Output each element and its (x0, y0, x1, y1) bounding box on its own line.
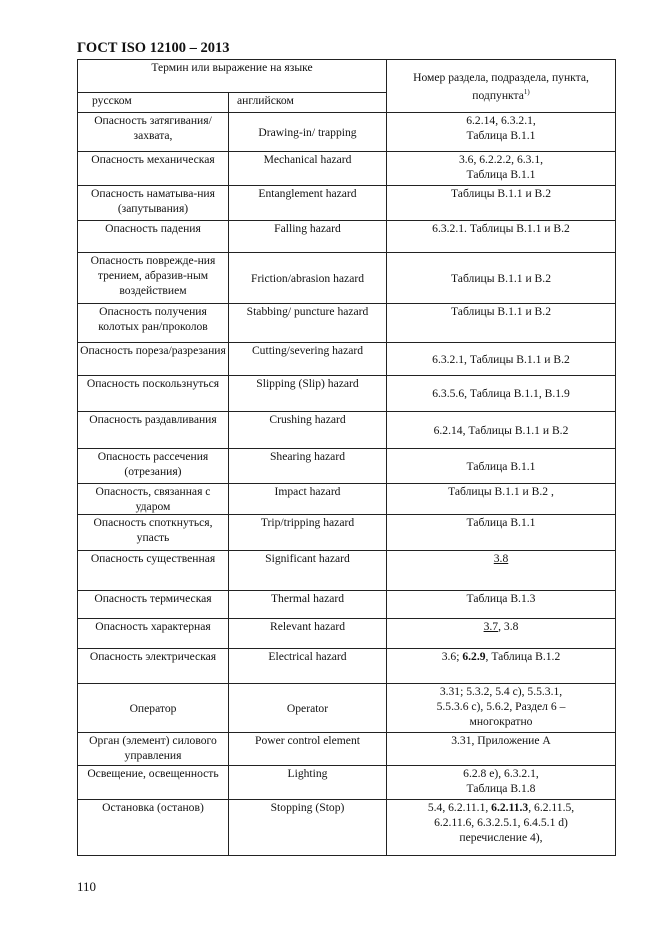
term-ref: Таблицы В.1.1 и В.2 (387, 253, 616, 304)
term-ref (387, 649, 616, 684)
ref-text: , 6.2.11.5, 6.2.11.6, 6.3.2.5.1, 6.4.5.1 d) перечисление 4), (434, 801, 575, 844)
term-ref: 6.2.8 e), 6.3.2.1, Таблица В.1.8 (387, 766, 616, 800)
english-header: английском (229, 93, 387, 113)
term-ru: Опасность поскользнуться (78, 376, 229, 412)
term-ref: Таблицы В.1.1 и В.2 (387, 304, 616, 343)
table-row (78, 449, 616, 484)
table-row (78, 800, 616, 856)
term-en: Stabbing/ puncture hazard (229, 304, 387, 343)
terms-table (77, 59, 616, 856)
table-row (78, 186, 616, 221)
table-row (78, 113, 616, 152)
ref-text: 5.4, 6.2.11.1, (427, 801, 492, 814)
term-ru: Опасность электрическая (78, 649, 229, 684)
term-ref: Таблица В.1.1 (387, 515, 616, 551)
term-ref: 6.3.5.6, Таблица В.1.1, В.1.9 (387, 376, 616, 412)
table-row (78, 343, 616, 376)
term-ru: Опасность характерная (78, 619, 229, 649)
term-ref (387, 619, 616, 649)
term-ru: Опасность существенная (78, 551, 229, 591)
term-en: Impact hazard (229, 484, 387, 515)
standard-title: ГОСТ ISO 12100 – 2013 (77, 40, 230, 56)
terms-header: Термин или выражение на языке (78, 60, 387, 93)
term-en: Significant hazard (229, 551, 387, 591)
term-ref: Таблицы В.1.1 и В.2 (387, 186, 616, 221)
term-en: Electrical hazard (229, 649, 387, 684)
table-row (78, 515, 616, 551)
term-en: Falling hazard (229, 221, 387, 253)
term-ru: Освещение, освещенность (78, 766, 229, 800)
term-ru: Опасность пореза/разрезания (78, 343, 229, 376)
term-ru: Опасность споткнуться, упасть (78, 515, 229, 551)
term-ru: Опасность получения колотых ран/проколов (78, 304, 229, 343)
table-row (78, 484, 616, 515)
term-en: Trip/tripping hazard (229, 515, 387, 551)
table-row (78, 551, 616, 591)
table-row (78, 412, 616, 449)
term-ru: Опасность наматыва-ния (запутывания) (78, 186, 229, 221)
term-ref: 6.2.14, Таблицы В.1.1 и В.2 (387, 412, 616, 449)
term-ru: Опасность поврежде-ния трением, абразив-ным воздействием (78, 253, 229, 304)
ref-text: , Таблица В.1.2 (485, 650, 561, 663)
table-row (78, 253, 616, 304)
table-row (78, 733, 616, 766)
term-en: Operator (229, 684, 387, 733)
term-en: Shearing hazard (229, 449, 387, 484)
term-en: Crushing hazard (229, 412, 387, 449)
term-ref: 6.3.2.1. Таблицы В.1.1 и В.2 (387, 221, 616, 253)
term-en: Mechanical hazard (229, 152, 387, 186)
section-ref-header-text: Номер раздела, подраздела, пункта, подпункта (413, 70, 589, 102)
term-ru: Опасность, связанная с ударом (78, 484, 229, 515)
term-ref: 3.6, 6.2.2.2, 6.3.1, Таблица В.1.1 (387, 152, 616, 186)
table-row (78, 376, 616, 412)
term-ru: Опасность раздавливания (78, 412, 229, 449)
term-ref: Таблица В.1.1 (387, 449, 616, 484)
ref-text: 3.6; (441, 650, 463, 663)
term-ref: Таблицы В.1.1 и В.2 , (387, 484, 616, 515)
term-en: Relevant hazard (229, 619, 387, 649)
term-ru: Опасность затягивания/захвата, (78, 113, 229, 152)
table-row (78, 619, 616, 649)
term-en: Slipping (Slip) hazard (229, 376, 387, 412)
term-ru: Опасность падения (78, 221, 229, 253)
page-number: 110 (77, 879, 97, 894)
table-row (78, 152, 616, 186)
russian-header: русском (78, 93, 229, 113)
term-en: Lighting (229, 766, 387, 800)
ref-bold: 6.2.9 (462, 650, 486, 663)
term-ref: 3.31, Приложение А (387, 733, 616, 766)
term-ru: Опасность рассечения (отрезания) (78, 449, 229, 484)
section-ref-header (387, 60, 616, 113)
table-row (78, 591, 616, 619)
ref-text: , 3.8 (498, 620, 519, 633)
term-en: Drawing-in/ trapping (229, 113, 387, 152)
term-en: Power control element (229, 733, 387, 766)
ref-bold: 6.2.11.3 (491, 801, 529, 814)
term-en: Stopping (Stop) (229, 800, 387, 856)
term-en: Thermal hazard (229, 591, 387, 619)
term-en: Entanglement hazard (229, 186, 387, 221)
term-ref: 3.31; 5.3.2, 5.4 c), 5.5.3.1, 5.5.3.6 c), 5.6.2, Раздел 6 – многократно (387, 684, 616, 733)
table-row (78, 766, 616, 800)
table-row (78, 649, 616, 684)
term-ru: Опасность механическая (78, 152, 229, 186)
term-ref (387, 800, 616, 856)
term-ru: Орган (элемент) силового управления (78, 733, 229, 766)
ref-link: 3.7 (483, 620, 499, 633)
term-ru: Остановка (останов) (78, 800, 229, 856)
table-row (78, 684, 616, 733)
table-header-row (78, 60, 616, 93)
term-ref: 6.3.2.1, Таблицы В.1.1 и В.2 (387, 343, 616, 376)
table-row (78, 304, 616, 343)
footnote-mark: 1) (523, 87, 530, 96)
table-row (78, 221, 616, 253)
term-ref (387, 551, 616, 591)
term-ru: Опасность термическая (78, 591, 229, 619)
term-ru: Оператор (78, 684, 229, 733)
term-en: Cutting/severing hazard (229, 343, 387, 376)
term-ref: 6.2.14, 6.3.2.1, Таблица В.1.1 (387, 113, 616, 152)
term-ref: Таблица В.1.3 (387, 591, 616, 619)
ref-link: 3.8 (493, 552, 509, 565)
term-en: Friction/abrasion hazard (229, 253, 387, 304)
